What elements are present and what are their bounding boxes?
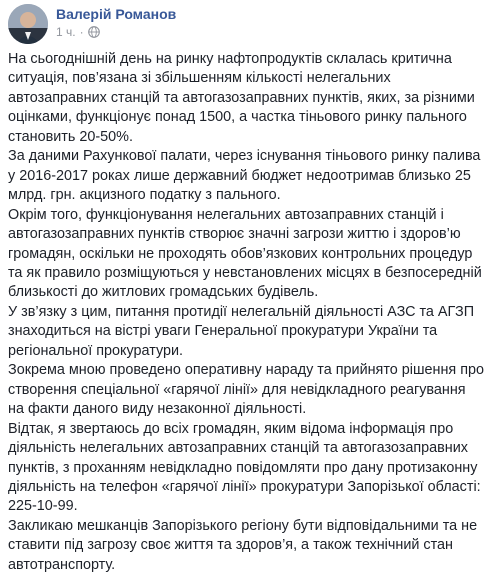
post-paragraph: На сьогоднішній день на ринку нафтопродуктів склалась критична ситуація, пов’язана зі збільшенням кількості нелегальних автозаправних станцій та автогазозаправних пунктів, яких, за різними оцінками, функціонує понад 1500, а частка тіньового ринку пального становить 20-50%. — [8, 51, 475, 145]
post-paragraph: Закликаю мешканців Запорізького регіону бути відповідальними та не ставити під загрозу своє життя та здоров’я, а також технічний стан автотранспорту. — [8, 517, 478, 573]
post-paragraph: У зв’язку з цим, питання протидії нелегальній діяльності АЗС та АГЗП знаходиться на вістрі уваги Генеральної прокуратури України та регіональної прокуратури. — [8, 303, 475, 359]
author-avatar[interactable] — [8, 4, 48, 44]
post-paragraph: Зокрема мною проведено оперативну нараду та прийнято рішення про створення спеціальної «гарячої лінії» для невідкладного реагування на факти даного виду незаконної діяльності. — [8, 362, 485, 418]
post-body — [8, 50, 484, 575]
globe-icon[interactable] — [88, 26, 100, 38]
post-paragraph: Окрім того, функціонування нелегальних автозаправних станцій і автогазозаправних пунктів створює значні загрози життю і здоров’ю громадян, оскільки не проходять обов’язкових контрольних процедур та як правило розміщуються у невстановлених місцях в безпосередній близькості до житлових громадських будівель. — [8, 206, 482, 301]
post-paragraph: За даними Рахункової палати, через існування тіньового ринку палива у 2016-2017 роках лише державний бюджет недоотримав близько 25 млрд. грн. акцизного податку з пального. — [8, 148, 481, 204]
post-paragraph: Відтак, я звертаюсь до всіх громадян, яким відома інформація про діяльність нелегальних автозаправних станцій та автогазозаправних пунктів, з проханням невідкладно повідомляти про дану протизаконну діяльність на телефон «гарячої лінії» прокуратури Запорізької області: 225-10-99. — [8, 420, 481, 515]
post-timestamp[interactable]: 1 ч. — [56, 25, 76, 39]
post-meta — [56, 25, 100, 39]
author-name[interactable]: Валерій Романов — [56, 6, 177, 22]
meta-separator: · — [79, 25, 84, 39]
